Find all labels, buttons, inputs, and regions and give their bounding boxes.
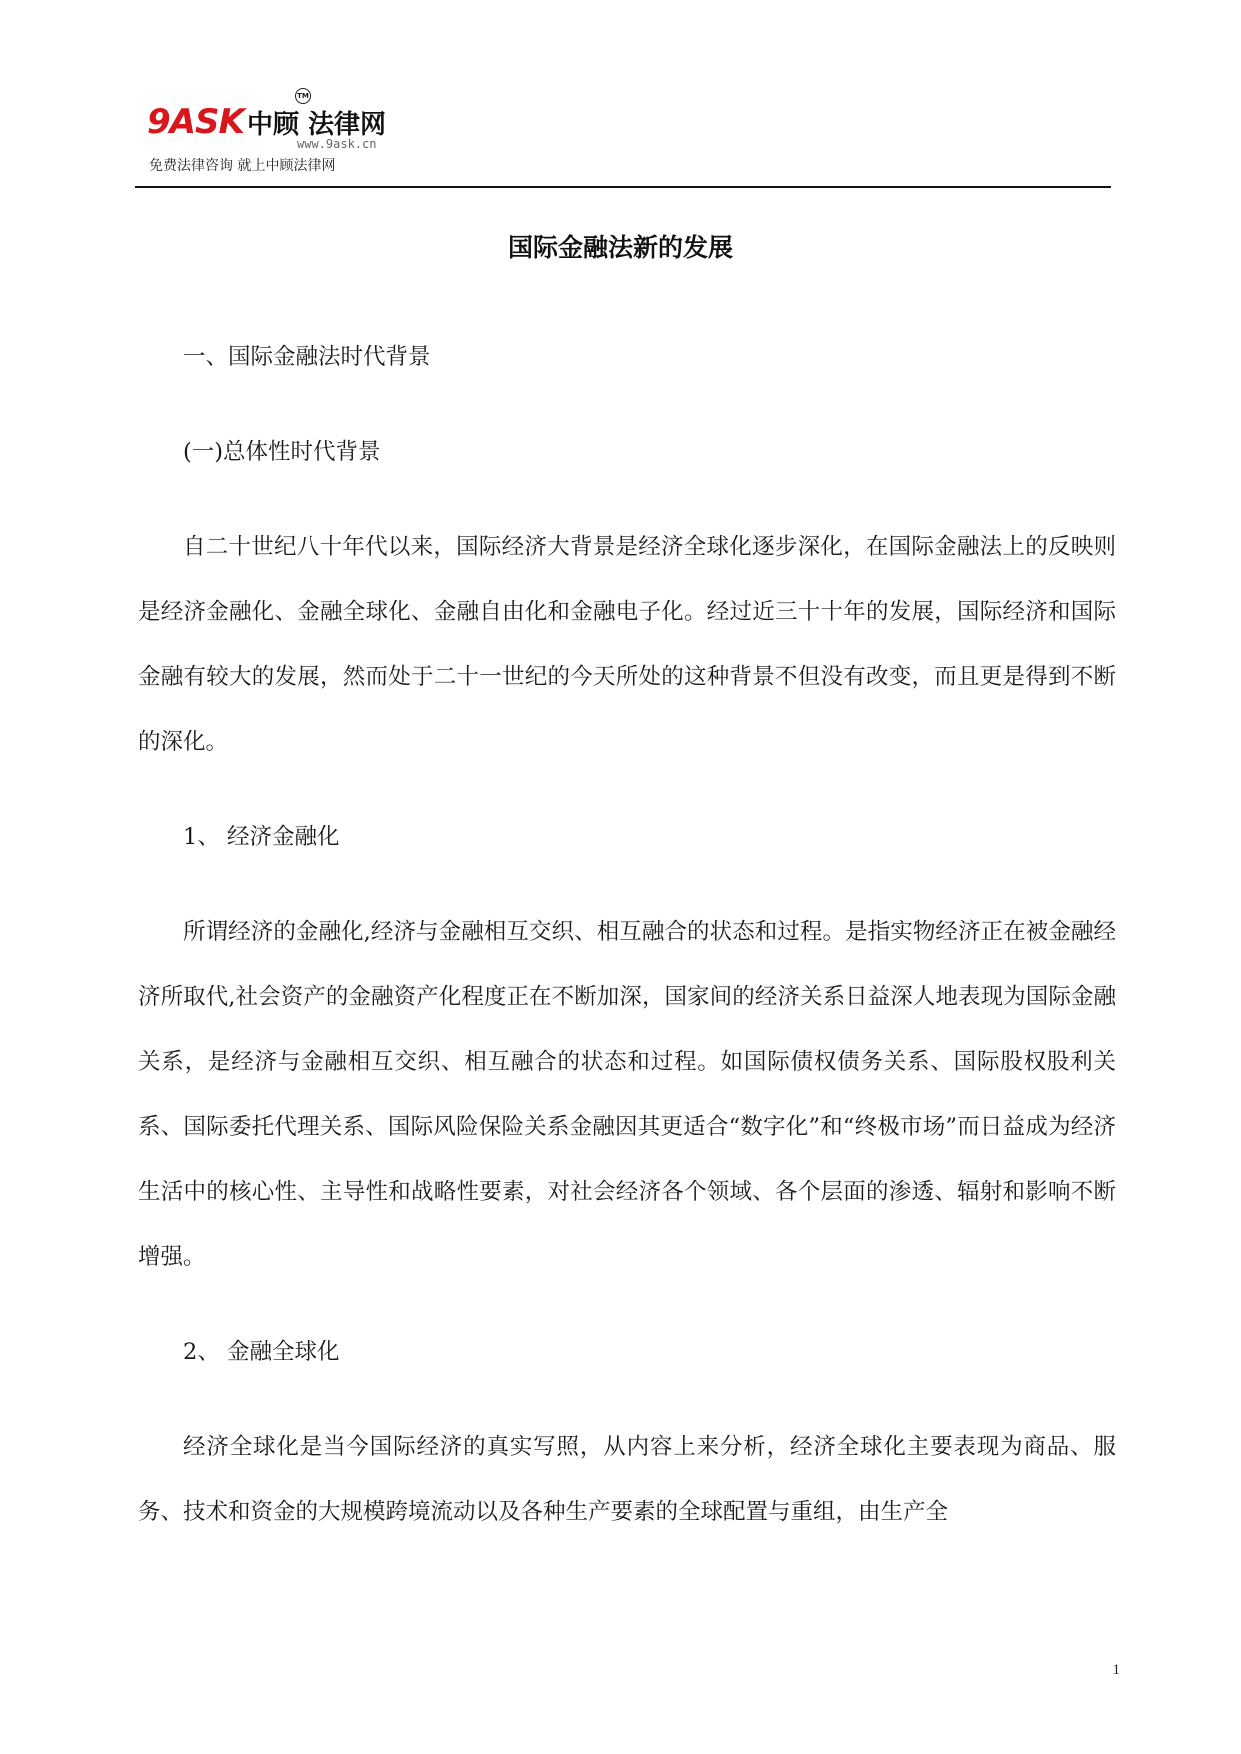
- header-divider: [135, 186, 1111, 188]
- list-heading-economic-financialization: 1、 经济金融化: [183, 824, 340, 850]
- logo-site-name: 中顾 法律网: [247, 110, 387, 140]
- subsection-heading: (一)总体性时代背景: [183, 439, 381, 465]
- list-heading-financial-globalization: 2、 金融全球化: [183, 1339, 340, 1365]
- trademark-icon: TM: [295, 88, 311, 104]
- page-number: 1: [1112, 1662, 1120, 1678]
- logo-url: www.9ask.cn: [297, 137, 377, 151]
- body-paragraph: 所谓经济的金融化,经济与金融相互交织、相互融合的状态和过程。是指实物经济正在被金融经济所取代,社会资产的金融资产化程度正在不断加深，国家间的经济关系日益深人地表现为国际金融关系，是经济与金融相互交织、相互融合的状态和过程。如国际债权债务关系、国际股权股利关系、国际委托代理关系、国际风险保险关系金融因其更适合“数字化”和“终极市场”而日益成为经济生活中的核心性、主导性和战略性要素，对社会经济各个领域、各个层面的渗透、辐射和影响不断增强。: [138, 919, 1116, 1270]
- page-header: [135, 92, 1111, 188]
- body-paragraph: 自二十世纪八十年代以来，国际经济大背景是经济全球化逐步深化，在国际金融法上的反映则是经济金融化、金融全球化、金融自由化和金融电子化。经过近三十十年的发展，国际经济和国际金融有较大的发展，然而处于二十一世纪的今天所处的这种背景不但没有改变，而且更是得到不断的深化。: [138, 534, 1116, 755]
- document-title: 国际金融法新的发展: [507, 233, 733, 262]
- logo-brand-mark: 9ASK: [147, 102, 244, 142]
- section-heading: 一、国际金融法时代背景: [183, 344, 431, 370]
- body-paragraph: 经济全球化是当今国际经济的真实写照，从内容上来分析，经济全球化主要表现为商品、服务、技术和资金的大规模跨境流动以及各种生产要素的全球配置与重组，由生产全: [138, 1434, 1116, 1525]
- logo-slogan: 免费法律咨询 就上中顾法律网: [149, 158, 336, 174]
- document-body: [138, 325, 1116, 1575]
- site-logo[interactable]: [147, 92, 407, 182]
